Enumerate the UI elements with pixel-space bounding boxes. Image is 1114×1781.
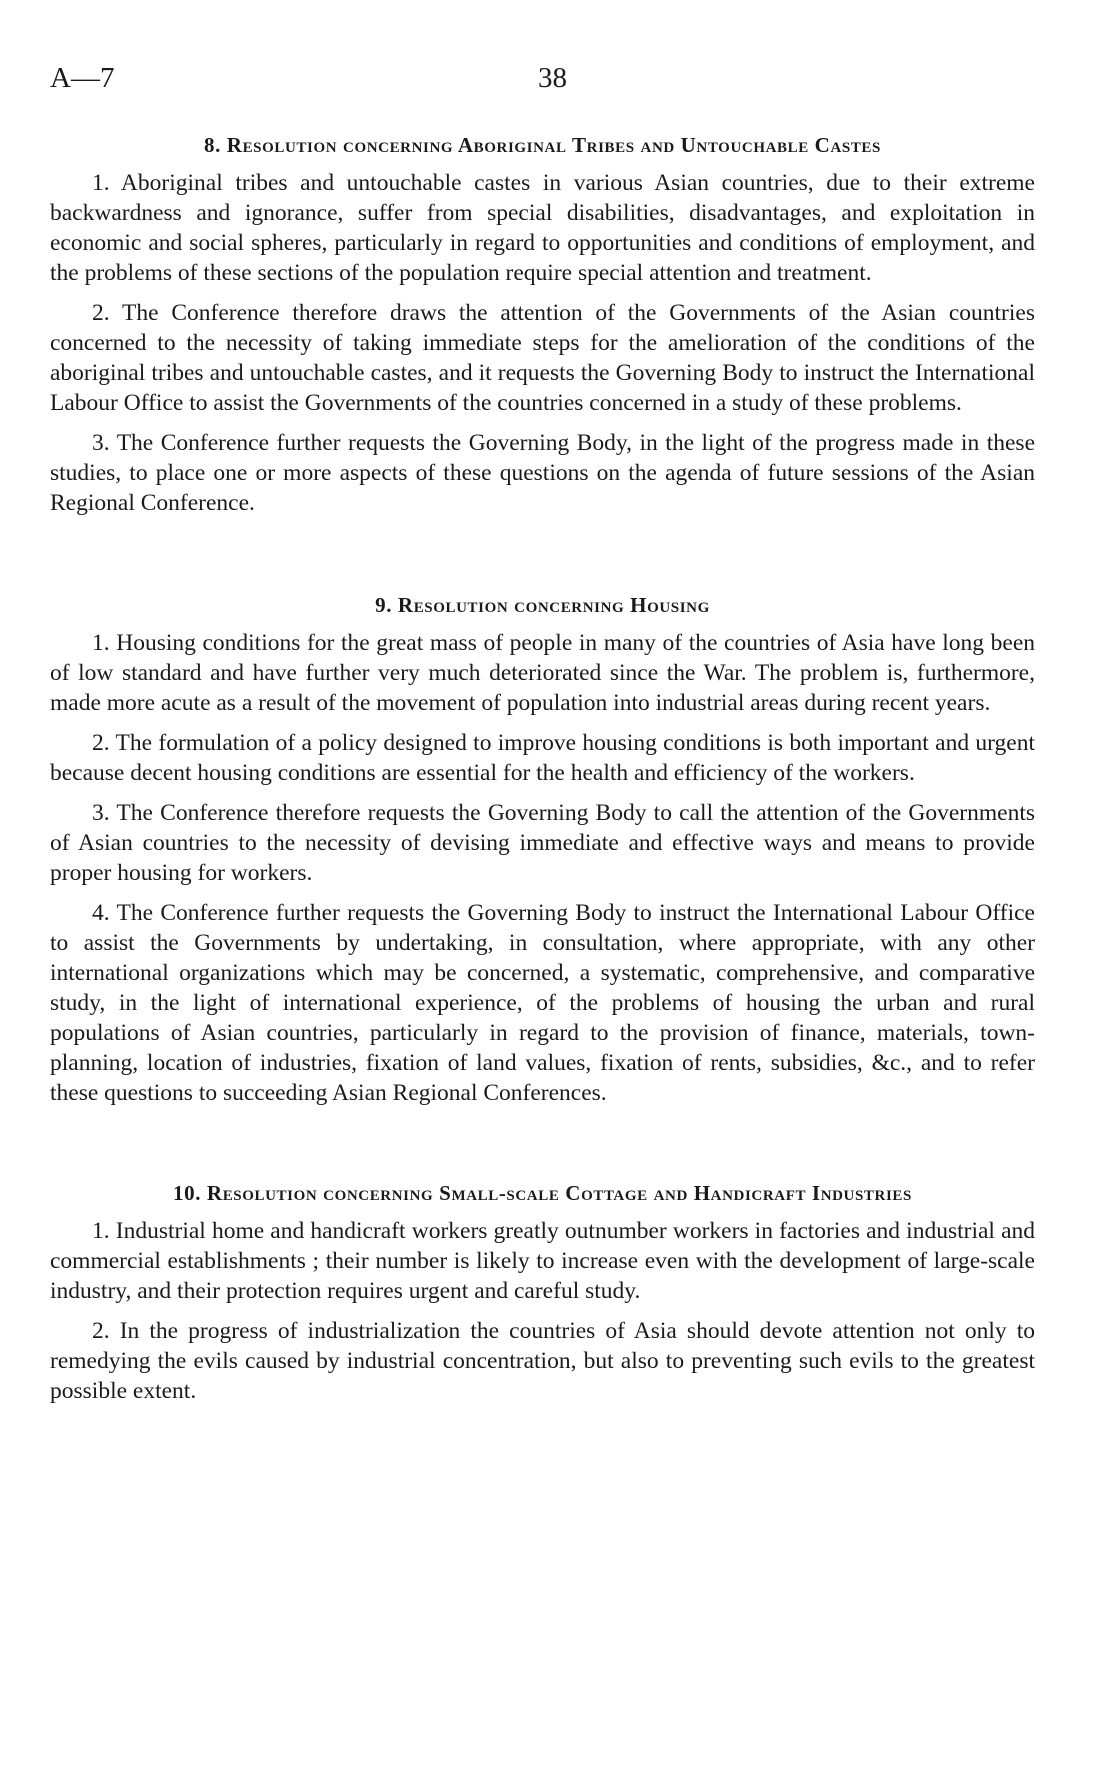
section-spacer [50, 528, 1035, 590]
resolution-housing [50, 590, 1035, 1108]
page-content [50, 130, 1035, 1416]
page-header [50, 62, 1035, 102]
section-heading: 9. Resolution concerning Housing [375, 593, 710, 617]
section-heading: 8. Resolution concerning Aboriginal Tribes and Untouchable Castes [204, 133, 881, 157]
paragraph: 2. The Conference therefore draws the attention of the Governments of the Asian countries concerned to the necessity of taking immediate steps for the amelioration of the conditions of the aboriginal tribes and untouchable castes, and it requests the Governing Body to instruct the International Labour Office to assist the Governments of the countries concerned in a study of these problems. [50, 300, 1035, 416]
section-spacer [50, 1118, 1035, 1178]
paragraph: 3. The Conference further requests the Governing Body, in the light of the progress made in these studies, to place one or more aspects of these questions on the agenda of future sessions of the Asian Regional Conference. [50, 430, 1035, 516]
paragraph: 1. Housing conditions for the great mass of people in many of the countries of Asia have long been of low standard and have further very much deteriorated since the War. The problem is, furthermore, made more acute as a result of the movement of population into industrial areas during recent years. [50, 630, 1035, 716]
paragraph: 2. The formulation of a policy designed to improve housing conditions is both important and urgent because decent housing conditions are essential for the health and efficiency of the workers. [50, 730, 1035, 786]
document-reference: A—7 [50, 62, 115, 94]
page-number: 38 [538, 62, 567, 94]
paragraph: 3. The Conference therefore requests the Governing Body to call the attention of the Governments of Asian countries to the necessity of devising immediate and effective ways and means to provide proper housing for workers. [50, 800, 1035, 886]
resolution-aboriginal-tribes [50, 130, 1035, 518]
resolution-cottage-industries [50, 1178, 1035, 1406]
paragraph: 1. Aboriginal tribes and untouchable castes in various Asian countries, due to their extreme backwardness and ignorance, suffer from special disabilities, disadvantages, and exploitation in economic and social spheres, particularly in regard to opportunities and conditions of employment, and the problems of these sections of the population require special attention and treatment. [50, 170, 1035, 286]
paragraph: 2. In the progress of industrialization the countries of Asia should devote attention not only to remedying the evils caused by industrial concentration, but also to preventing such evils to the greatest possible extent. [50, 1318, 1035, 1404]
paragraph: 1. Industrial home and handicraft workers greatly outnumber workers in factories and industrial and commercial establishments ; their number is likely to increase even with the development of large-scale industry, and their protection requires urgent and careful study. [50, 1218, 1035, 1304]
paragraph: 4. The Conference further requests the Governing Body to instruct the International Labour Office to assist the Governments by undertaking, in consultation, where appropriate, with any other international organizations which may be concerned, a systematic, comprehensive, and comparative study, in the light of international experience, of the problems of housing the urban and rural populations of Asian countries, particularly in regard to the provision of finance, materials, town-planning, location of industries, fixation of land values, fixation of rents, subsidies, &c., and to refer these questions to succeeding Asian Regional Conferences. [50, 900, 1035, 1106]
section-heading: 10. Resolution concerning Small-scale Cottage and Handicraft Industries [173, 1181, 912, 1205]
